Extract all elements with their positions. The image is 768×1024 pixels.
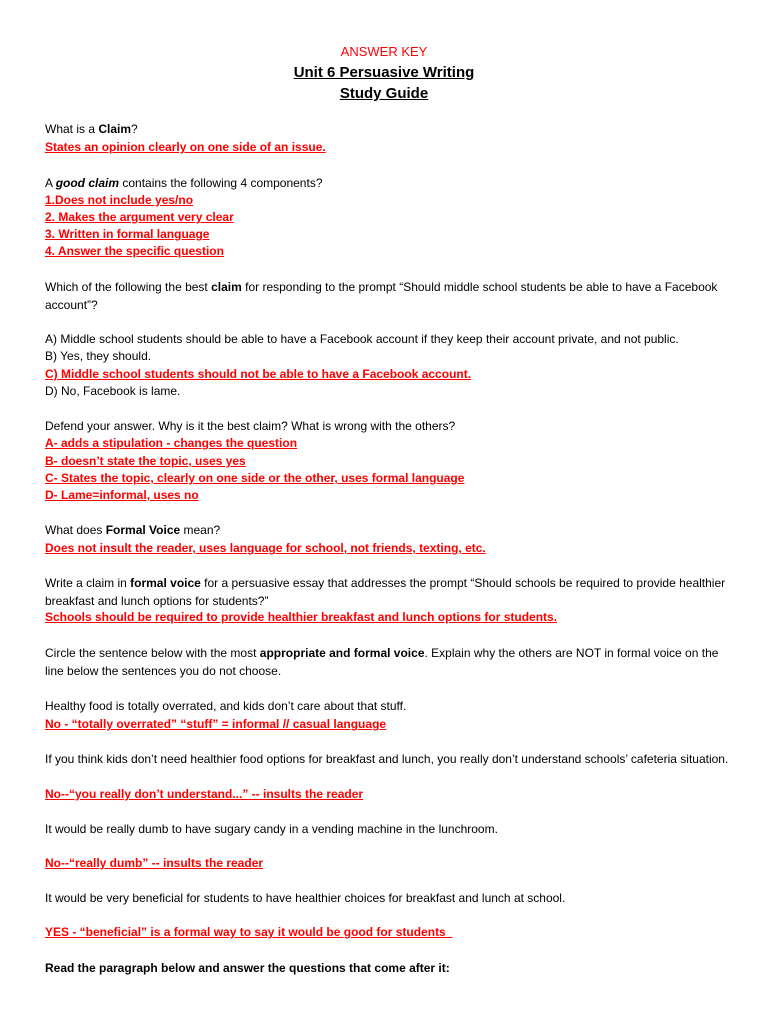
question-formal-voice bbox=[45, 522, 735, 540]
answer-claim: States an opinion clearly on one side of an issue. bbox=[45, 140, 326, 154]
answer-defend-a: A- adds a stipulation - changes the question bbox=[45, 436, 298, 450]
question-text: A bbox=[45, 176, 56, 190]
question-text: contains the following 4 components? bbox=[119, 176, 323, 190]
sentence-4: It would be very beneficial for students to have healthier choices for breakfast and lunch at school. bbox=[45, 891, 566, 905]
question-keyword: appropriate and formal voice bbox=[259, 646, 425, 660]
question-text: . Explain why the others are NOT in formal voice on the line below the sentences you do not choose. bbox=[45, 646, 719, 678]
question-keyword: good claim bbox=[55, 176, 120, 190]
page-title: Unit 6 Persuasive Writing bbox=[293, 64, 475, 81]
answer-defend-d: D- Lame=informal, uses no bbox=[45, 488, 199, 502]
question-claim bbox=[45, 121, 735, 139]
question-circle-sentence bbox=[45, 645, 735, 680]
answer-key-label: ANSWER KEY bbox=[340, 44, 428, 59]
question-good-claim bbox=[45, 175, 735, 193]
question-keyword: Formal Voice bbox=[105, 523, 181, 537]
question-text: What is a bbox=[45, 122, 99, 136]
option-a: A) Middle school students should be able to have a Facebook account if they keep their account private, and not public. bbox=[45, 332, 679, 346]
sentence-3-answer: No--“really dumb” -- insults the reader bbox=[45, 856, 264, 870]
question-text: for a persuasive essay that addresses the prompt “Should schools be required to provide healthier breakfast and lunch options for students?” bbox=[45, 576, 726, 608]
question-keyword: formal voice bbox=[130, 576, 201, 590]
sentence-2-answer: No--“you really don’t understand...” -- insults the reader bbox=[45, 787, 364, 801]
question-text: Circle the sentence below with the most bbox=[45, 646, 260, 660]
sentence-3: It would be really dumb to have sugary candy in a vending machine in the lunchroom. bbox=[45, 822, 498, 836]
question-text: Which of the following the best bbox=[45, 280, 212, 294]
question-text: for responding to the prompt “Should middle school students be able to have a Facebook account”? bbox=[45, 280, 718, 312]
question-best-claim bbox=[45, 279, 735, 314]
answer-formal-voice: Does not insult the reader, uses language for school, not friends, texting, etc. bbox=[45, 541, 486, 555]
question-keyword: Claim bbox=[98, 122, 132, 136]
page-subtitle: Study Guide bbox=[339, 85, 429, 102]
answer-component-1: 1.Does not include yes/no bbox=[45, 193, 194, 207]
option-b: B) Yes, they should. bbox=[45, 349, 152, 363]
question-defend: Defend your answer. Why is it the best claim? What is wrong with the others? bbox=[45, 419, 456, 433]
question-keyword: claim bbox=[211, 280, 242, 294]
sentence-2: If you think kids don’t need healthier food options for breakfast and lunch, you really don’t understand schools’ cafeteria situation. bbox=[45, 752, 729, 766]
footer-instruction: Read the paragraph below and answer the questions that come after it: bbox=[45, 961, 450, 975]
question-text: Write a claim in bbox=[45, 576, 131, 590]
answer-component-3: 3. Written in formal language bbox=[45, 227, 210, 241]
answer-component-2: 2. Makes the argument very clear bbox=[45, 210, 234, 224]
sentence-4-answer: YES - “beneficial” is a formal way to say it would be good for students bbox=[45, 925, 453, 939]
question-write-claim bbox=[45, 575, 735, 610]
sentence-1: Healthy food is totally overrated, and kids don’t care about that stuff. bbox=[45, 699, 407, 713]
answer-defend-b: B- doesn’t state the topic, uses yes bbox=[45, 454, 246, 468]
sentence-1-answer: No - “totally overrated” “stuff” = informal // casual language bbox=[45, 717, 387, 731]
question-text: What does bbox=[45, 523, 106, 537]
answer-defend-c: C- States the topic, clearly on one side or the other, uses formal language bbox=[45, 471, 465, 485]
question-text: ? bbox=[131, 122, 138, 136]
option-d: D) No, Facebook is lame. bbox=[45, 384, 181, 398]
answer-component-4: 4. Answer the specific question bbox=[45, 244, 224, 258]
answer-write-claim: Schools should be required to provide healthier breakfast and lunch options for students. bbox=[45, 610, 558, 624]
question-text: mean? bbox=[180, 523, 221, 537]
option-c-answer: C) Middle school students should not be able to have a Facebook account. bbox=[45, 367, 472, 381]
